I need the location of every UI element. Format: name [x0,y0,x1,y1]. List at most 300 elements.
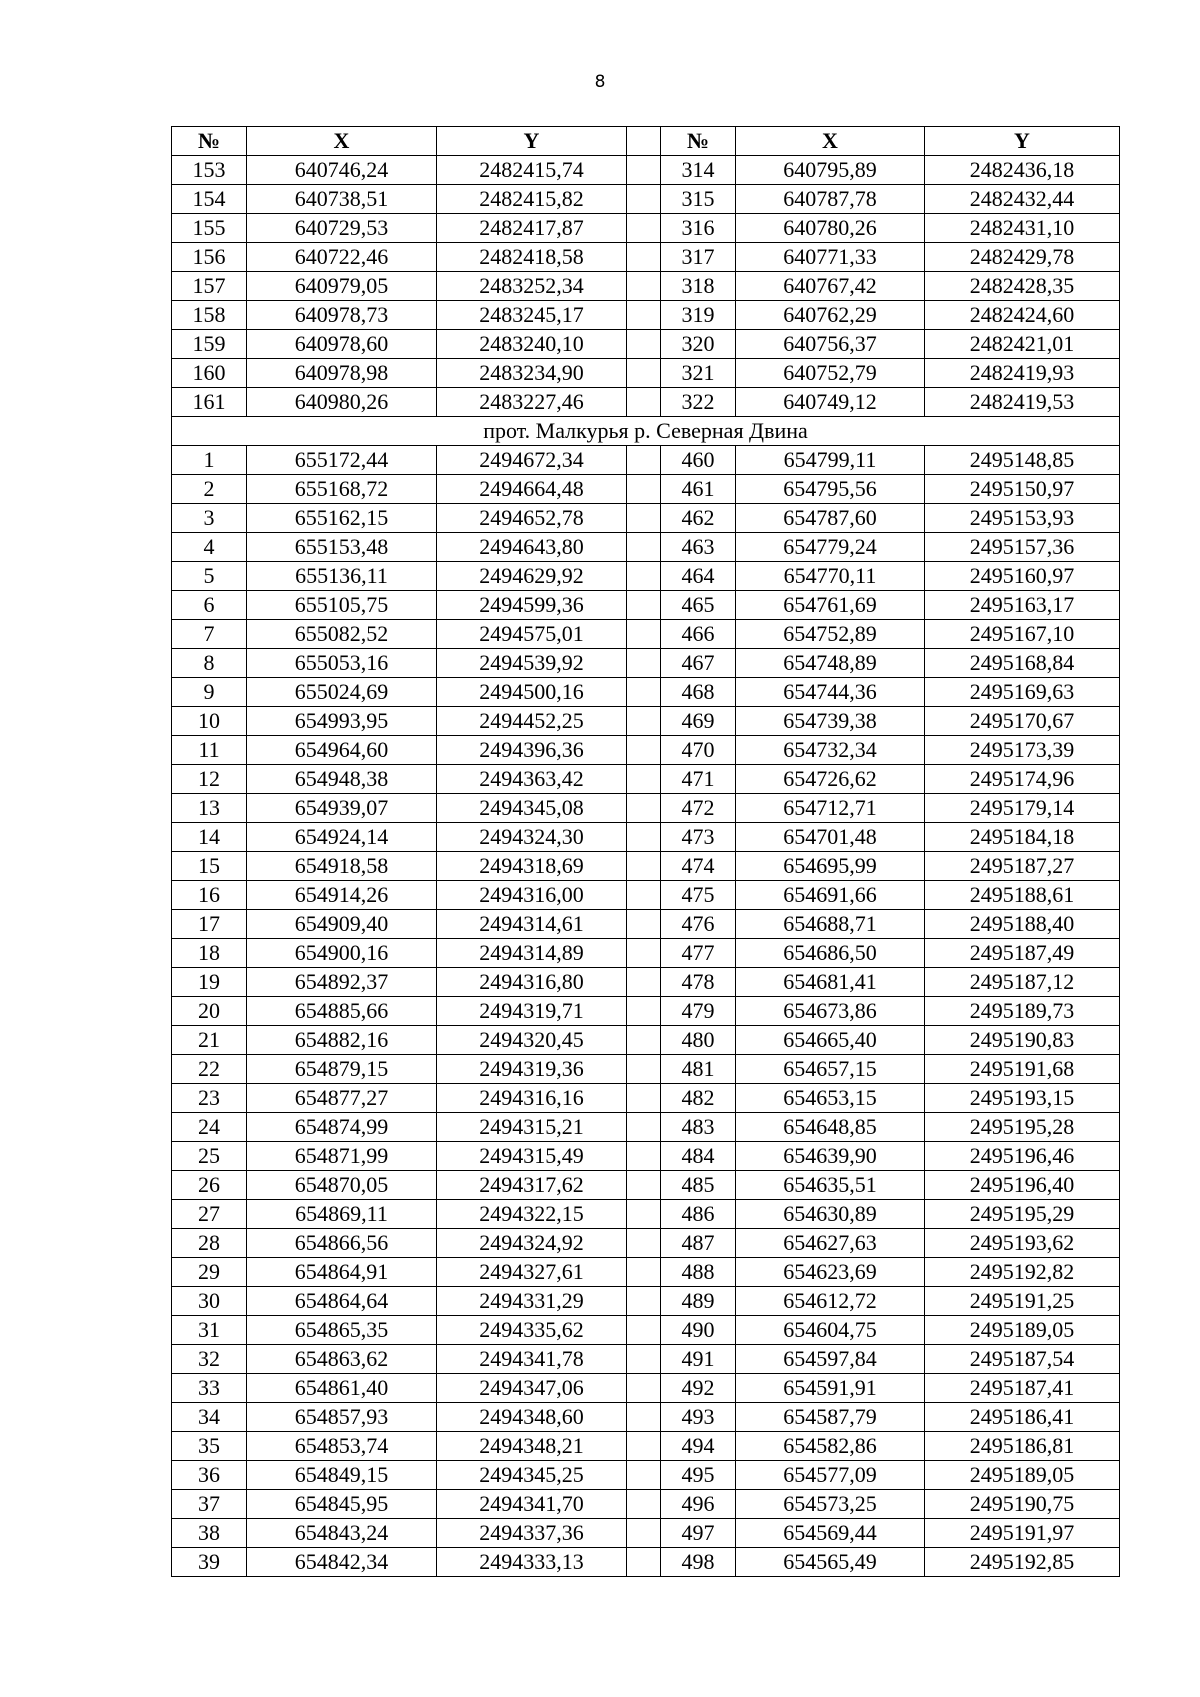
spacer [627,301,661,330]
x-value-right: 654744,36 [736,678,925,707]
y-value-right: 2482431,10 [925,214,1120,243]
spacer [627,1055,661,1084]
x-value-left: 640978,98 [247,359,437,388]
x-value-left: 654865,35 [247,1316,437,1345]
x-value-left: 655153,48 [247,533,437,562]
y-value-right: 2495186,41 [925,1403,1120,1432]
y-value-left: 2494348,60 [437,1403,627,1432]
y-value-right: 2495191,97 [925,1519,1120,1548]
point-number-right: 463 [661,533,736,562]
y-value-left: 2494319,36 [437,1055,627,1084]
coordinates-table [171,126,1120,1577]
point-number-right: 319 [661,301,736,330]
y-value-right: 2495169,63 [925,678,1120,707]
point-number-right: 492 [661,1374,736,1403]
x-value-right: 654748,89 [736,649,925,678]
x-value-left: 655136,11 [247,562,437,591]
point-number-right: 498 [661,1548,736,1577]
x-value-left: 655168,72 [247,475,437,504]
spacer [627,620,661,649]
spacer [627,1316,661,1345]
table-row [172,1374,1120,1403]
table-row [172,765,1120,794]
point-number-left: 153 [172,156,247,185]
y-value-right: 2495195,29 [925,1200,1120,1229]
point-number-left: 14 [172,823,247,852]
point-number-right: 460 [661,446,736,475]
x-value-left: 654909,40 [247,910,437,939]
point-number-right: 314 [661,156,736,185]
point-number-right: 480 [661,1026,736,1055]
table-row [172,1142,1120,1171]
spacer [627,1287,661,1316]
point-number-left: 159 [172,330,247,359]
point-number-right: 464 [661,562,736,591]
point-number-left: 19 [172,968,247,997]
x-value-left: 640979,05 [247,272,437,301]
point-number-left: 39 [172,1548,247,1577]
table-row [172,330,1120,359]
spacer [627,1171,661,1200]
point-number-right: 466 [661,620,736,649]
point-number-left: 9 [172,678,247,707]
table-row [172,794,1120,823]
table-row [172,707,1120,736]
point-number-right: 471 [661,765,736,794]
point-number-right: 465 [661,591,736,620]
spacer [627,1519,661,1548]
point-number-left: 24 [172,1113,247,1142]
table-row [172,591,1120,620]
y-value-left: 2494345,08 [437,794,627,823]
point-number-right: 478 [661,968,736,997]
point-number-right: 320 [661,330,736,359]
y-value-right: 2482421,01 [925,330,1120,359]
y-value-left: 2494396,36 [437,736,627,765]
x-value-right: 640787,78 [736,185,925,214]
point-number-left: 34 [172,1403,247,1432]
table-row [172,736,1120,765]
y-value-left: 2482415,82 [437,185,627,214]
y-value-left: 2494363,42 [437,765,627,794]
table-row [172,1229,1120,1258]
x-value-left: 654914,26 [247,881,437,910]
point-number-left: 154 [172,185,247,214]
y-value-right: 2495191,68 [925,1055,1120,1084]
table-row [172,939,1120,968]
table-row [172,1548,1120,1577]
x-value-right: 640756,37 [736,330,925,359]
point-number-left: 20 [172,997,247,1026]
point-number-right: 317 [661,243,736,272]
y-value-right: 2495190,83 [925,1026,1120,1055]
y-value-left: 2494322,15 [437,1200,627,1229]
y-value-left: 2494317,62 [437,1171,627,1200]
x-value-right: 654681,41 [736,968,925,997]
table-body-top [172,156,1120,417]
x-value-right: 654653,15 [736,1084,925,1113]
y-value-left: 2494327,61 [437,1258,627,1287]
x-value-left: 640746,24 [247,156,437,185]
point-number-right: 461 [661,475,736,504]
table-row [172,1171,1120,1200]
x-value-right: 640749,12 [736,388,925,417]
y-value-left: 2494331,29 [437,1287,627,1316]
table-row [172,881,1120,910]
x-value-left: 654861,40 [247,1374,437,1403]
point-number-right: 481 [661,1055,736,1084]
y-value-right: 2495187,27 [925,852,1120,881]
y-value-right: 2495167,10 [925,620,1120,649]
y-value-left: 2494500,16 [437,678,627,707]
point-number-left: 2 [172,475,247,504]
point-number-right: 316 [661,214,736,243]
point-number-right: 482 [661,1084,736,1113]
x-value-right: 654787,60 [736,504,925,533]
x-value-left: 654864,91 [247,1258,437,1287]
y-value-right: 2495193,62 [925,1229,1120,1258]
point-number-left: 155 [172,214,247,243]
spacer [627,272,661,301]
x-value-left: 654964,60 [247,736,437,765]
spacer [627,1084,661,1113]
y-value-right: 2495196,40 [925,1171,1120,1200]
y-value-right: 2482419,93 [925,359,1120,388]
y-value-left: 2494672,34 [437,446,627,475]
x-value-right: 654691,66 [736,881,925,910]
point-number-right: 487 [661,1229,736,1258]
y-value-right: 2495187,12 [925,968,1120,997]
point-number-left: 30 [172,1287,247,1316]
y-value-left: 2482418,58 [437,243,627,272]
table-row [172,562,1120,591]
x-value-right: 640771,33 [736,243,925,272]
x-value-left: 654849,15 [247,1461,437,1490]
x-value-right: 654639,90 [736,1142,925,1171]
y-value-right: 2495174,96 [925,765,1120,794]
y-value-right: 2495195,28 [925,1113,1120,1142]
point-number-left: 10 [172,707,247,736]
y-value-right: 2495168,84 [925,649,1120,678]
y-value-right: 2495192,85 [925,1548,1120,1577]
x-value-right: 654591,91 [736,1374,925,1403]
y-value-right: 2495187,49 [925,939,1120,968]
x-value-right: 640767,42 [736,272,925,301]
x-value-right: 640752,79 [736,359,925,388]
table-row [172,1287,1120,1316]
point-number-left: 16 [172,881,247,910]
spacer [627,504,661,533]
spacer [627,562,661,591]
point-number-left: 38 [172,1519,247,1548]
y-value-left: 2494315,49 [437,1142,627,1171]
point-number-left: 32 [172,1345,247,1374]
point-number-right: 497 [661,1519,736,1548]
y-value-left: 2494575,01 [437,620,627,649]
y-value-right: 2495187,41 [925,1374,1120,1403]
spacer [627,1461,661,1490]
table-row [172,649,1120,678]
spacer [627,1200,661,1229]
table-row [172,504,1120,533]
point-number-right: 474 [661,852,736,881]
point-number-right: 476 [661,910,736,939]
y-value-left: 2494316,00 [437,881,627,910]
y-value-right: 2495157,36 [925,533,1120,562]
table-row [172,1316,1120,1345]
table-row [172,968,1120,997]
point-number-left: 5 [172,562,247,591]
y-value-right: 2495160,97 [925,562,1120,591]
point-number-right: 485 [661,1171,736,1200]
point-number-right: 483 [661,1113,736,1142]
point-number-right: 467 [661,649,736,678]
y-value-right: 2495150,97 [925,475,1120,504]
table-row [172,388,1120,417]
x-value-right: 654726,62 [736,765,925,794]
y-value-left: 2494324,30 [437,823,627,852]
y-value-right: 2495191,25 [925,1287,1120,1316]
x-value-right: 654630,89 [736,1200,925,1229]
point-number-right: 469 [661,707,736,736]
x-value-left: 654870,05 [247,1171,437,1200]
y-value-left: 2494652,78 [437,504,627,533]
spacer [627,446,661,475]
section-title: прот. Малкурья р. Северная Двина [172,417,1120,446]
x-value-right: 654673,86 [736,997,925,1026]
x-value-left: 654866,56 [247,1229,437,1258]
table-row [172,1258,1120,1287]
y-value-left: 2483252,34 [437,272,627,301]
section-row [172,417,1120,446]
table-row [172,1200,1120,1229]
y-value-right: 2495184,18 [925,823,1120,852]
spacer [627,214,661,243]
spacer [627,388,661,417]
table-row [172,1113,1120,1142]
y-value-right: 2495148,85 [925,446,1120,475]
point-number-right: 495 [661,1461,736,1490]
y-value-right: 2482428,35 [925,272,1120,301]
point-number-left: 158 [172,301,247,330]
x-value-right: 654686,50 [736,939,925,968]
y-value-left: 2483227,46 [437,388,627,417]
y-value-right: 2495187,54 [925,1345,1120,1374]
spacer [627,1026,661,1055]
point-number-right: 472 [661,794,736,823]
table-row [172,1461,1120,1490]
x-value-left: 655162,15 [247,504,437,533]
point-number-left: 23 [172,1084,247,1113]
point-number-left: 18 [172,939,247,968]
spacer [627,881,661,910]
table-row [172,997,1120,1026]
table-row [172,446,1120,475]
x-value-right: 640795,89 [736,156,925,185]
y-value-right: 2495170,67 [925,707,1120,736]
point-number-left: 161 [172,388,247,417]
point-number-left: 6 [172,591,247,620]
x-value-right: 640762,29 [736,301,925,330]
y-value-left: 2494324,92 [437,1229,627,1258]
x-value-left: 654857,93 [247,1403,437,1432]
y-value-right: 2482429,78 [925,243,1120,272]
point-number-right: 491 [661,1345,736,1374]
point-number-left: 37 [172,1490,247,1519]
x-value-right: 654761,69 [736,591,925,620]
table-row [172,301,1120,330]
spacer [627,736,661,765]
x-value-right: 654627,63 [736,1229,925,1258]
point-number-left: 21 [172,1026,247,1055]
table-row [172,243,1120,272]
y-value-left: 2494643,80 [437,533,627,562]
x-value-left: 640738,51 [247,185,437,214]
x-value-right: 654795,56 [736,475,925,504]
spacer [627,359,661,388]
y-value-right: 2495163,17 [925,591,1120,620]
y-value-right: 2495192,82 [925,1258,1120,1287]
spacer [627,1345,661,1374]
x-value-left: 654879,15 [247,1055,437,1084]
x-value-left: 654900,16 [247,939,437,968]
header-num-right: № [661,127,736,156]
spacer [627,156,661,185]
y-value-right: 2482424,60 [925,301,1120,330]
header-num-left: № [172,127,247,156]
point-number-left: 29 [172,1258,247,1287]
x-value-right: 640780,26 [736,214,925,243]
spacer [627,1229,661,1258]
point-number-right: 468 [661,678,736,707]
spacer [627,823,661,852]
point-number-left: 28 [172,1229,247,1258]
spacer [627,968,661,997]
table-row [172,1432,1120,1461]
point-number-left: 26 [172,1171,247,1200]
x-value-left: 654845,95 [247,1490,437,1519]
header-y-left: Y [437,127,627,156]
table-row [172,852,1120,881]
spacer [627,1548,661,1577]
table-row [172,678,1120,707]
spacer [627,707,661,736]
spacer [627,852,661,881]
point-number-right: 484 [661,1142,736,1171]
header-row [172,127,1120,156]
y-value-left: 2494320,45 [437,1026,627,1055]
x-value-right: 654701,48 [736,823,925,852]
spacer [627,1258,661,1287]
spacer [627,1403,661,1432]
header-spacer [627,127,661,156]
point-number-left: 156 [172,243,247,272]
spacer [627,1432,661,1461]
x-value-left: 654918,58 [247,852,437,881]
point-number-right: 494 [661,1432,736,1461]
point-number-left: 160 [172,359,247,388]
y-value-left: 2483234,90 [437,359,627,388]
table-row [172,1490,1120,1519]
x-value-left: 655024,69 [247,678,437,707]
table-row [172,475,1120,504]
x-value-right: 654587,79 [736,1403,925,1432]
y-value-left: 2494452,25 [437,707,627,736]
x-value-left: 654877,27 [247,1084,437,1113]
page-number: 8 [594,72,606,92]
x-value-right: 654712,71 [736,794,925,823]
y-value-left: 2494314,89 [437,939,627,968]
spacer [627,1374,661,1403]
point-number-right: 322 [661,388,736,417]
x-value-right: 654779,24 [736,533,925,562]
y-value-left: 2494318,69 [437,852,627,881]
x-value-left: 654863,62 [247,1345,437,1374]
point-number-left: 17 [172,910,247,939]
y-value-right: 2482436,18 [925,156,1120,185]
x-value-right: 654565,49 [736,1548,925,1577]
x-value-left: 654853,74 [247,1432,437,1461]
table-row [172,1055,1120,1084]
table-row [172,359,1120,388]
table-row [172,620,1120,649]
y-value-left: 2483240,10 [437,330,627,359]
point-number-right: 477 [661,939,736,968]
point-number-right: 496 [661,1490,736,1519]
point-number-left: 4 [172,533,247,562]
x-value-left: 654885,66 [247,997,437,1026]
x-value-left: 654869,11 [247,1200,437,1229]
y-value-left: 2494341,70 [437,1490,627,1519]
point-number-right: 315 [661,185,736,214]
y-value-right: 2495193,15 [925,1084,1120,1113]
y-value-left: 2482415,74 [437,156,627,185]
x-value-right: 654657,15 [736,1055,925,1084]
y-value-left: 2483245,17 [437,301,627,330]
spacer [627,910,661,939]
point-number-left: 22 [172,1055,247,1084]
point-number-left: 36 [172,1461,247,1490]
x-value-right: 654635,51 [736,1171,925,1200]
point-number-right: 473 [661,823,736,852]
point-number-left: 157 [172,272,247,301]
x-value-right: 654623,69 [736,1258,925,1287]
point-number-right: 318 [661,272,736,301]
point-number-left: 35 [172,1432,247,1461]
x-value-left: 655105,75 [247,591,437,620]
x-value-right: 654573,25 [736,1490,925,1519]
point-number-left: 8 [172,649,247,678]
spacer [627,997,661,1026]
table-row [172,272,1120,301]
table-body-bottom [172,446,1120,1577]
x-value-left: 654842,34 [247,1548,437,1577]
x-value-left: 655053,16 [247,649,437,678]
y-value-right: 2495173,39 [925,736,1120,765]
y-value-right: 2495153,93 [925,504,1120,533]
x-value-left: 640978,73 [247,301,437,330]
spacer [627,1142,661,1171]
point-number-left: 3 [172,504,247,533]
x-value-right: 654604,75 [736,1316,925,1345]
table-row [172,214,1120,243]
point-number-right: 489 [661,1287,736,1316]
y-value-left: 2494664,48 [437,475,627,504]
x-value-right: 654597,84 [736,1345,925,1374]
spacer [627,678,661,707]
x-value-right: 654695,99 [736,852,925,881]
x-value-right: 654582,86 [736,1432,925,1461]
